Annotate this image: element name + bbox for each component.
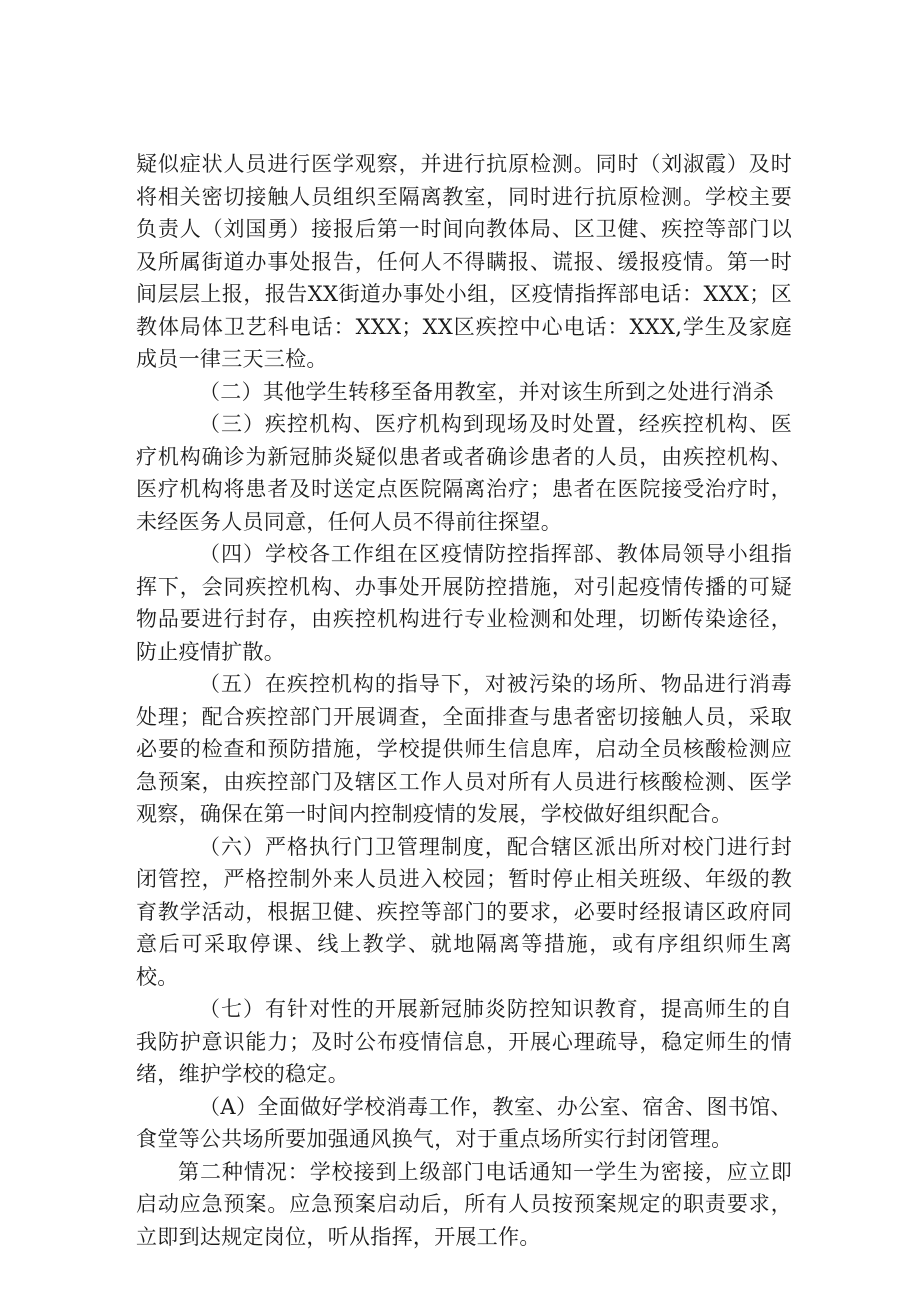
- paragraph-item-4: （四）学校各工作组在区疫情防控指挥部、教体局领导小组指挥下，会同疾控机构、办事处开展防控措施，对引起疫情传播的可疑物品要进行封存，由疾控机构进行专业检测和处理，切断传染途径，防止疫情扩散。: [136, 542, 792, 664]
- paragraph-item-5: （五）在疾控机构的指导下，对被污染的场所、物品进行消毒处理；配合疾控部门开展调查，全面排查与患者密切接触人员，采取必要的检查和预防措施，学校提供师生信息库，启动全员核酸检测应急预案，由疾控部门及辖区工作人员对所有人员进行核酸检测、医学观察，确保在第一时间内控制疫情的发展，学校做好组织配合。: [136, 672, 792, 826]
- paragraph-item-7: （七）有针对性的开展新冠肺炎防控知识教育，提高师生的自我防护意识能力；及时公布疫情信息，开展心理疏导，稳定师生的情绪，维护学校的稳定。: [136, 997, 792, 1086]
- paragraph-item-a: （A）全面做好学校消毒工作，教室、办公室、宿舍、图书馆、食堂等公共场所要加强通风换气，对于重点场所实行封闭管理。: [136, 1094, 792, 1151]
- paragraph-item-2: （二）其他学生转移至备用教室，并对该生所到之处进行消杀: [199, 379, 775, 404]
- paragraph-item-6: （六）严格执行门卫管理制度，配合辖区派出所对校门进行封闭管控，严格控制外来人员进入校园；暂时停止相关班级、年级的教育教学活动，根据卫健、疾控等部门的要求，必要时经报请区政府同意后可采取停课、线上教学、就地隔离等措施，或有序组织师生离校。: [136, 834, 792, 989]
- document-body: [136, 148, 792, 1253]
- paragraph-case-two: 第二种情况：学校接到上级部门电话通知一学生为密接，应立即启动应急预案。应急预案启动后，所有人员按预案规定的职责要求，立即到达规定岗位，听从指挥，开展工作。: [136, 1159, 792, 1249]
- paragraph-continuation: 疑似症状人员进行医学观察，并进行抗原检测。同时（刘淑霞）及时将相关密切接触人员组织至隔离教室，同时进行抗原检测。学校主要负责人（刘国勇）接报后第一时间向教体局、区卫健、疾控等部门以及所属街道办事处报告，任何人不得瞒报、谎报、缓报疫情。第一时间层层上报，报告XX街道办事处小组，区疫情指挥部电话：XXX；区教体局体卫艺科电话：XXX；XX区疾控中心电话：XXX,学生及家庭成员一律三天三检。: [136, 152, 792, 371]
- paragraph-item-3: （三）疾控机构、医疗机构到现场及时处置，经疾控机构、医疗机构确诊为新冠肺炎疑似患者或者确诊患者的人员，由疾控机构、医疗机构将患者及时送定点医院隔离治疗；患者在医院接受治疗时，未经医务人员同意，任何人员不得前往探望。: [136, 412, 792, 534]
